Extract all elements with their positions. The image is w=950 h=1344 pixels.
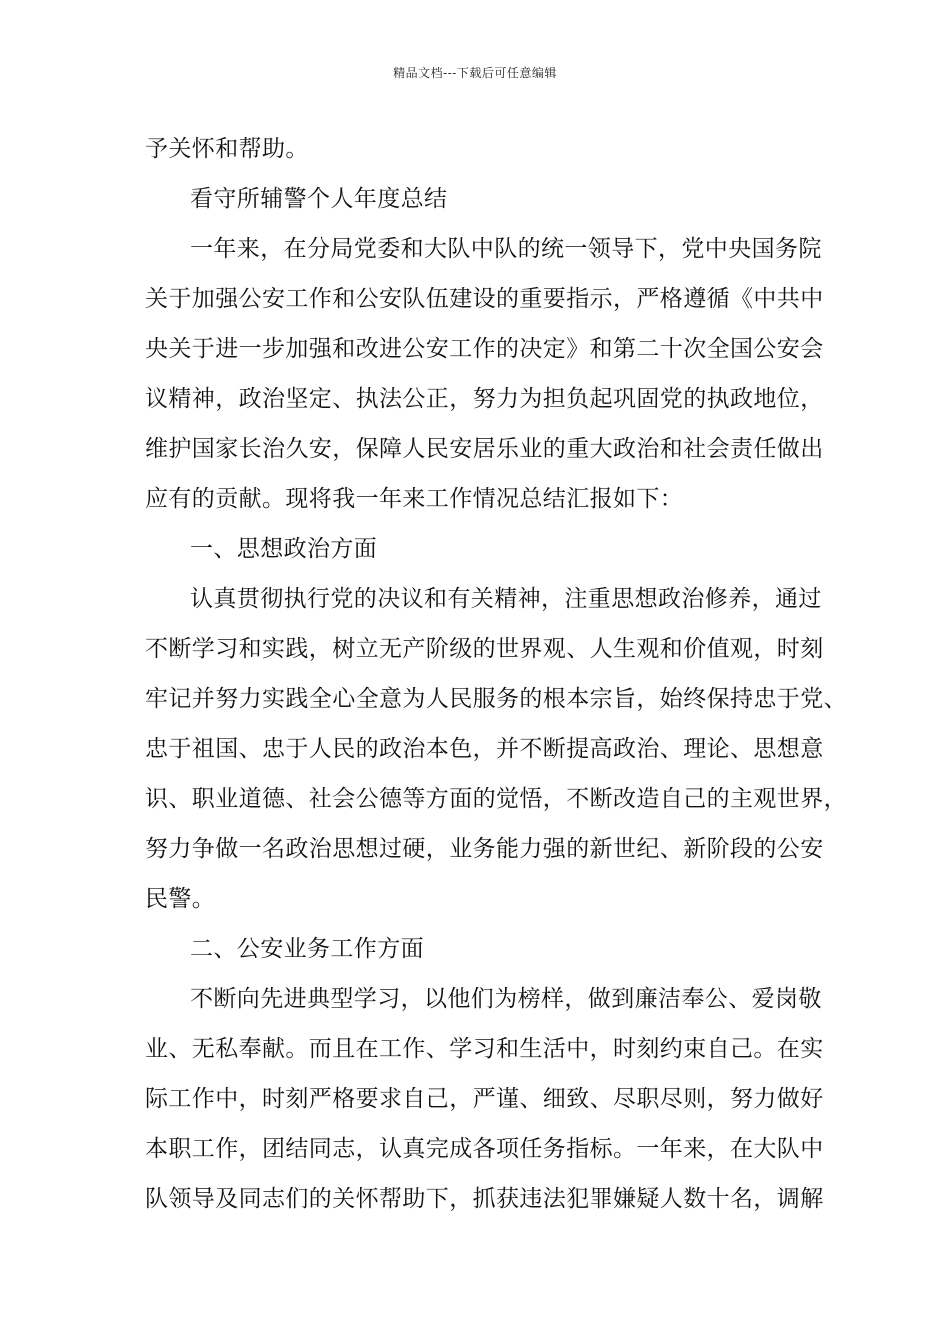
text-line: 维护国家长治久安，保障人民安居乐业的重大政治和社会责任做出 — [145, 436, 824, 462]
section-heading: 一、思想政治方面 — [190, 536, 378, 562]
text-line: 应有的贡献。现将我一年来工作情况总结汇报如下： — [145, 486, 684, 512]
section-title: 看守所辅警个人年度总结 — [190, 186, 448, 212]
text-line: 际工作中，时刻严格要求自己，严谨、细致、尽职尽则，努力做好 — [145, 1086, 824, 1112]
text-line: 予关怀和帮助。 — [145, 136, 309, 162]
text-line: 不断向先进典型学习，以他们为榜样，做到廉洁奉公、爱岗敬 — [190, 986, 822, 1012]
text-line: 议精神，政治坚定、执法公正，努力为担负起巩固党的执政地位， — [145, 386, 824, 412]
text-line: 忠于祖国、忠于人民的政治本色，并不断提高政治、理论、思想意 — [145, 736, 824, 762]
text-line: 牢记并努力实践全心全意为人民服务的根本宗旨，始终保持忠于党、 — [145, 686, 847, 712]
text-line: 认真贯彻执行党的决议和有关精神，注重思想政治修养，通过 — [190, 586, 822, 612]
page-header: 精品文档---下载后可任意编辑 — [393, 66, 557, 80]
text-line: 队领导及同志们的关怀帮助下，抓获违法犯罪嫌疑人数十名，调解 — [145, 1186, 824, 1212]
text-line: 识、职业道德、社会公德等方面的觉悟，不断改造自己的主观世界， — [145, 786, 847, 812]
text-line: 民警。 — [145, 886, 216, 912]
section-heading: 二、公安业务工作方面 — [190, 936, 424, 962]
text-line: 一年来，在分局党委和大队中队的统一领导下，党中央国务院 — [190, 236, 822, 262]
text-line: 本职工作，团结同志，认真完成各项任务指标。一年来，在大队中 — [145, 1136, 824, 1162]
text-line: 业、无私奉献。而且在工作、学习和生活中，时刻约束自己。在实 — [145, 1036, 824, 1062]
text-line: 央关于进一步加强和改进公安工作的决定》和第二十次全国公安会 — [145, 336, 824, 362]
text-line: 努力争做一名政治思想过硬，业务能力强的新世纪、新阶段的公安 — [145, 836, 824, 862]
text-line: 不断学习和实践，树立无产阶级的世界观、人生观和价值观，时刻 — [145, 636, 824, 662]
text-line: 关于加强公安工作和公安队伍建设的重要指示，严格遵循《中共中 — [145, 286, 824, 312]
